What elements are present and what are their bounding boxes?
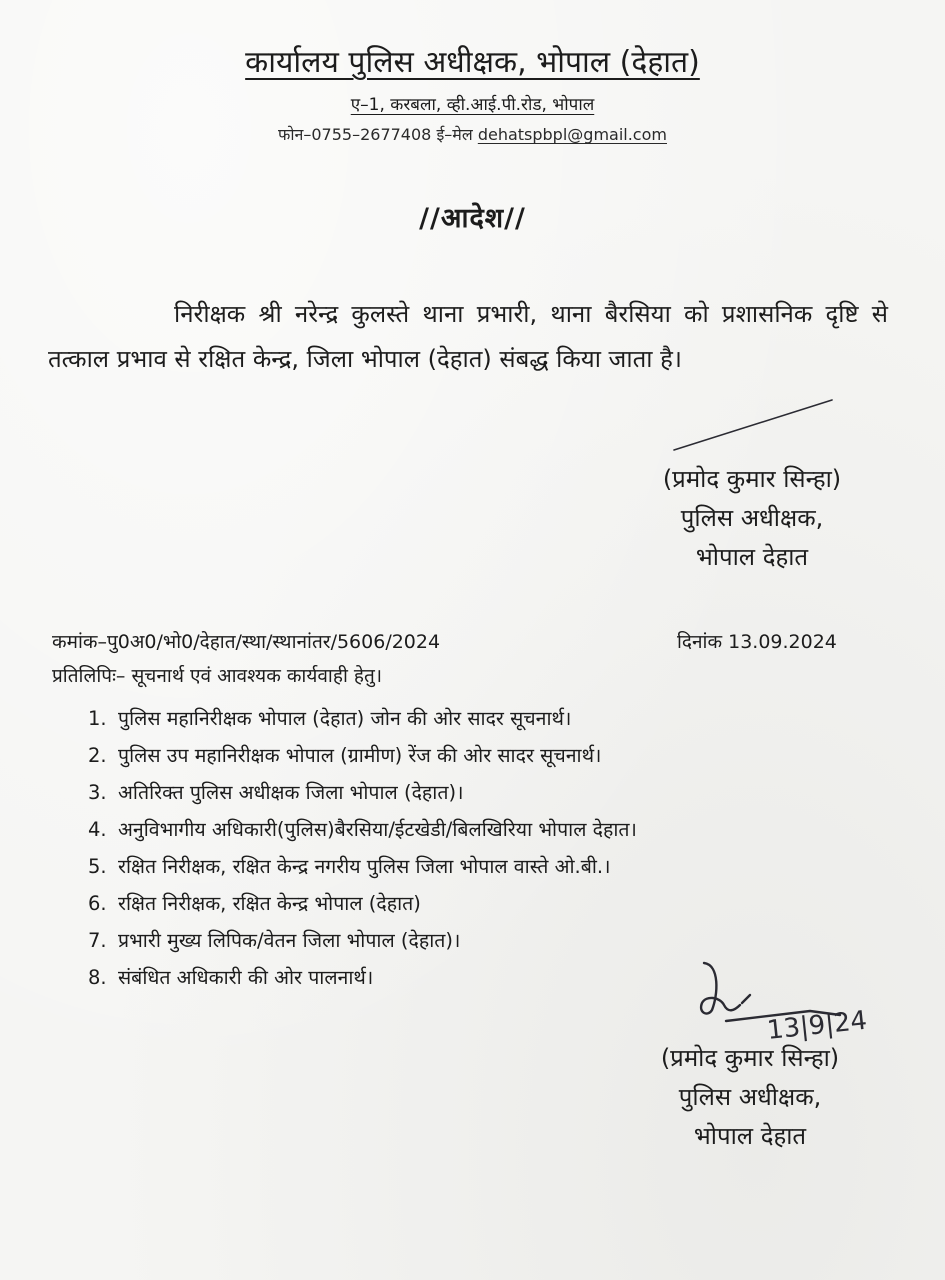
signatory-location: भोपाल देहात (695, 543, 809, 571)
signatory-designation: पुलिस अधीक्षक, (678, 1083, 822, 1111)
office-address: ए–1, करबला, व्ही.आई.पी.रोड, भोपाल (350, 95, 595, 115)
signatory-name: (प्रमोद कुमार सिन्हा) (660, 1044, 840, 1072)
list-item: 1. पुलिस महानिरीक्षक भोपाल (देहात) जोन की ओर सादर सूचनार्थ। (88, 707, 572, 730)
office-contact (0, 123, 945, 145)
email-link[interactable]: dehatspbpl@gmail.com (477, 125, 667, 144)
order-heading: //आदेश// (419, 203, 526, 234)
copy-recipient-list (88, 700, 637, 996)
email-label: ई–मेल (436, 125, 473, 144)
reference-number: कमांक–पु0अ0/भो0/देहात/स्था/स्थानांतर/5606/2024 (52, 631, 441, 653)
reference-line (52, 628, 837, 654)
signature-block-top (612, 460, 892, 577)
phone-number: फोन–0755–2677408 (278, 125, 432, 144)
signatory-location: भोपाल देहात (693, 1122, 807, 1150)
list-item: 6. रक्षित निरीक्षक, रक्षित केन्द्र भोपाल (देहात) (88, 892, 421, 915)
list-item: 4. अनुविभागीय अधिकारी(पुलिस)बैरसिया/ईटखेडी/बिलखिरिया भोपाल देहात। (88, 818, 637, 841)
signature-stroke-icon (660, 395, 840, 455)
list-item: 5. रक्षित निरीक्षक, रक्षित केन्द्र नगरीय पुलिस जिला भोपाल वास्ते ओ.बी.। (88, 855, 611, 878)
copy-intro: प्रतिलिपिः– सूचनार्थ एवं आवश्यक कार्यवाही हेतु। (52, 665, 383, 687)
list-item: 2. पुलिस उप महानिरीक्षक भोपाल (ग्रामीण) रेंज की ओर सादर सूचनार्थ। (88, 744, 602, 767)
list-item: 7. प्रभारी मुख्य लिपिक/वेतन जिला भोपाल (देहात)। (88, 929, 461, 952)
signatory-name: (प्रमोद कुमार सिन्हा) (662, 465, 842, 493)
reference-date: दिनांक 13.09.2024 (677, 631, 837, 653)
list-item: 8. संबंधित अधिकारी की ओर पालनार्थ। (88, 966, 374, 989)
order-body: निरीक्षक श्री नरेन्द्र कुलस्ते थाना प्रभारी, थाना बैरसिया को प्रशासनिक दृष्टि से तत्काल प्रभाव से रक्षित केन्द्र, जिला भोपाल (देहात) संबद्ध किया जाता है। (48, 300, 888, 373)
signature-block-bottom (610, 1039, 890, 1156)
list-item: 3. अतिरिक्त पुलिस अधीक्षक जिला भोपाल (देहात)। (88, 781, 464, 804)
svg-text:13|9|24: 13|9|24 (765, 1005, 869, 1046)
signatory-designation: पुलिस अधीक्षक, (680, 504, 824, 532)
office-title: कार्यालय पुलिस अधीक्षक, भोपाल (देहात) (245, 45, 700, 80)
